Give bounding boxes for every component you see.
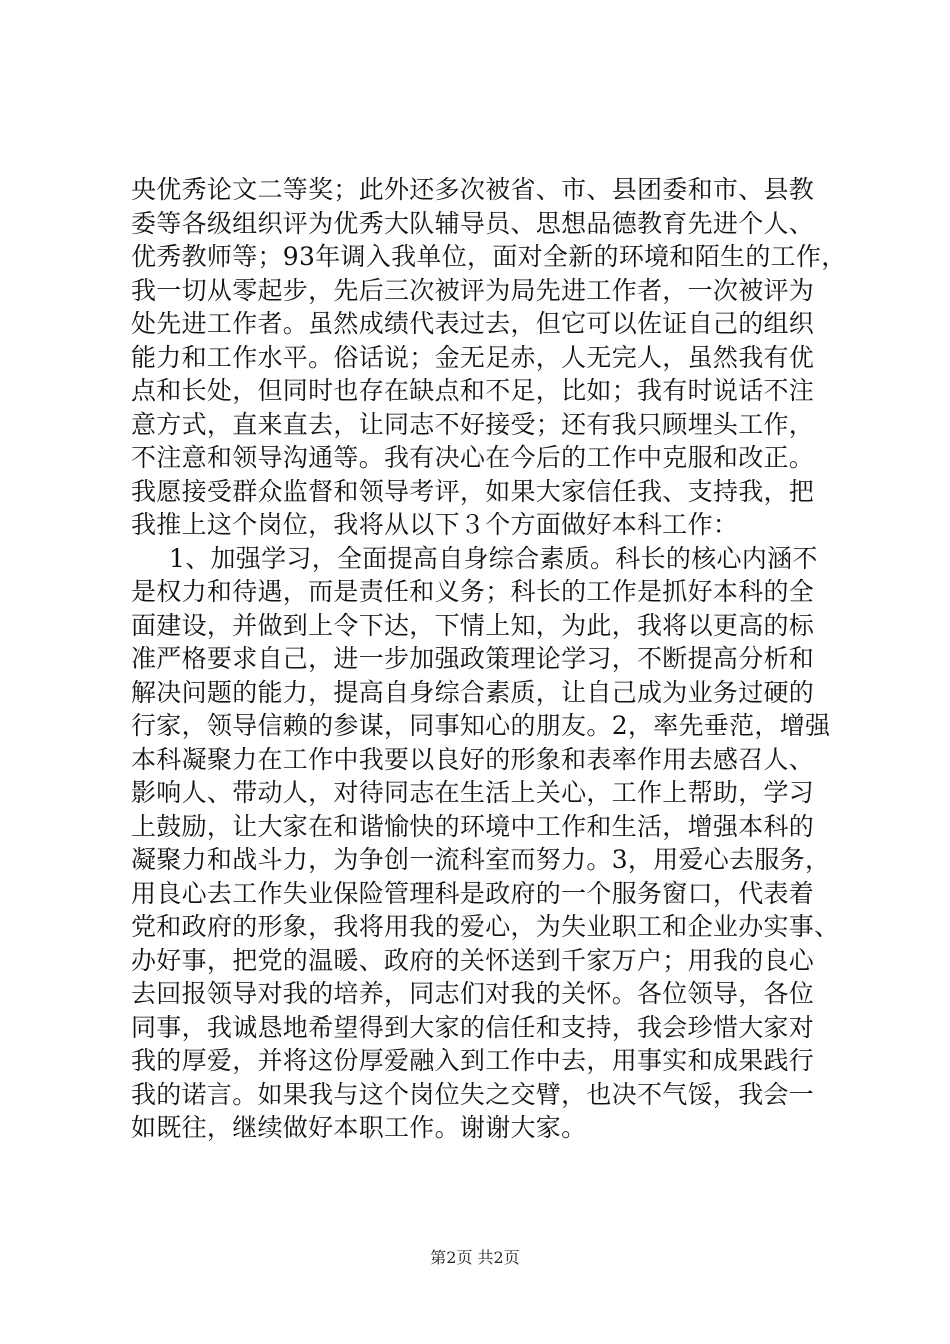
text-line: 如既往，继续做好本职工作。谢谢大家。 xyxy=(131,1113,587,1142)
text-line: 用良心去工作失业保险管理科是政府的一个服务窗口，代表着 xyxy=(131,878,815,908)
text-line: 办好事，把党的温暖、政府的关怀送到千家万户；用我的良心 xyxy=(131,945,815,975)
text-line: 意方式，直来直去，让同志不好接受；还有我只顾埋头工作， xyxy=(131,409,815,439)
text-line: 面建设，并做到上令下达，下情上知，为此，我将以更高的标 xyxy=(131,610,815,640)
text-line: 我一切从零起步，先后三次被评为局先进工作者，一次被评为 xyxy=(131,275,815,305)
page-number-footer: 第2页 共2页 xyxy=(430,1248,520,1267)
text-line: 去回报领导对我的培养，同志们对我的关怀。各位领导，各位 xyxy=(131,979,815,1008)
text-line: 不注意和领导沟通等。我有决心在今后的工作中克服和改正。 xyxy=(131,443,815,472)
text-line: 准严格要求自己，进一步加强政策理论学习，不断提高分析和 xyxy=(131,644,815,673)
text-line: 是权力和待遇，而是责任和义务；科长的工作是抓好本科的全 xyxy=(131,577,815,606)
text-line: 我的诺言。如果我与这个岗位失之交臂，也决不气馁，我会一 xyxy=(131,1079,815,1109)
text-line: 行家，领导信赖的参谋，同事知心的朋友。2，率先垂范，增强 xyxy=(131,711,831,740)
text-line: 能力和工作水平。俗话说；金无足赤，人无完人，虽然我有优 xyxy=(131,342,815,372)
text-line: 上鼓励，让大家在和谐愉快的环境中工作和生活，增强本科的 xyxy=(131,811,815,841)
text-line: 同事，我诚恳地希望得到大家的信任和支持，我会珍惜大家对 xyxy=(131,1012,815,1042)
text-line: 我推上这个岗位，我将从以下３个方面做好本科工作： xyxy=(131,510,739,539)
text-line: 党和政府的形象，我将用我的爱心，为失业职工和企业办实事、 xyxy=(131,912,840,941)
text-line: 优秀教师等；93年调入我单位，面对全新的环境和陌生的工作， xyxy=(131,242,847,271)
text-line: 处先进工作者。虽然成绩代表过去，但它可以佐证自己的组织 xyxy=(131,309,815,338)
text-line: 凝聚力和战斗力，为争创一流科室而努力。3，用爱心去服务， xyxy=(131,845,831,874)
text-line: 我愿接受群众监督和领导考评，如果大家信任我、支持我，把 xyxy=(131,476,815,506)
text-line: 我的厚爱，并将这份厚爱融入到工作中去，用事实和成果践行 xyxy=(131,1046,815,1075)
text-line: 影响人、带动人，对待同志在生活上关心，工作上帮助，学习 xyxy=(131,778,815,807)
text-line: 央优秀论文二等奖；此外还多次被省、市、县团委和市、县教 xyxy=(131,175,815,204)
text-line: 本科凝聚力在工作中我要以良好的形象和表率作用去感召人、 xyxy=(131,744,815,774)
paragraph-first-line: 1、加强学习，全面提高自身综合素质。科长的核心内涵不 xyxy=(169,543,818,573)
text-line: 委等各级组织评为优秀大队辅导员、思想品德教育先进个人、 xyxy=(131,208,815,238)
text-line: 解决问题的能力，提高自身综合素质，让自己成为业务过硬的 xyxy=(131,677,815,707)
text-line: 点和长处，但同时也存在缺点和不足，比如；我有时说话不注 xyxy=(131,376,815,405)
body-text xyxy=(131,173,847,1145)
